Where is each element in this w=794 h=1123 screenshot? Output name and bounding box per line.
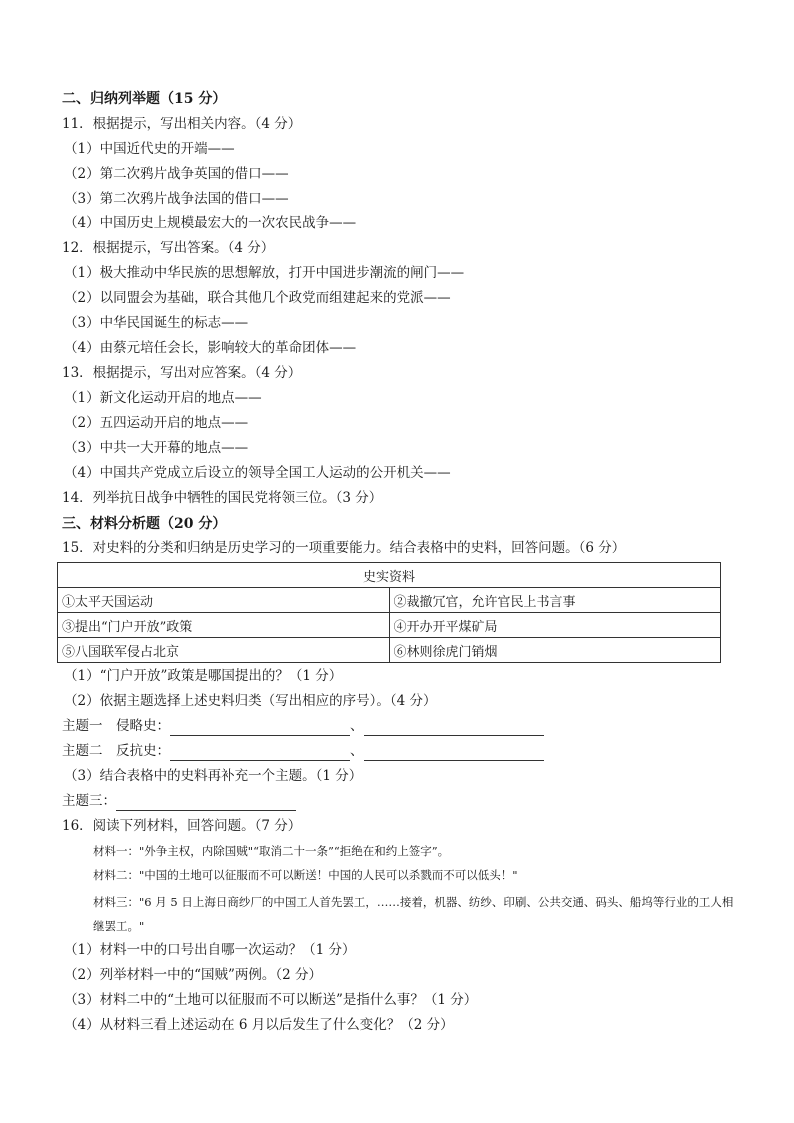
- q11-item-1: （1）中国近代史的开端——: [64, 141, 235, 157]
- q13-item-4: （4）中国共产党成立后设立的领导全国工人运动的公开机关——: [64, 465, 451, 481]
- historical-facts-table: [57, 562, 721, 663]
- q13-item-1: （1）新文化运动开启的地点——: [64, 390, 262, 406]
- q16-sub-3: （3）材料二中的“土地可以征服而不可以断送”是指什么事？（1 分）: [64, 992, 478, 1008]
- theme2-blank-1[interactable]: [170, 746, 350, 761]
- q11-item-3: （3）第二次鸦片战争法国的借口——: [64, 191, 289, 207]
- q12-item-4: （4）由蔡元培任会长，影响较大的革命团体——: [64, 340, 357, 356]
- theme1-blank-1[interactable]: [170, 721, 350, 736]
- q15-sub-1: （1）“门户开放”政策是哪国提出的？（1 分）: [64, 668, 343, 684]
- material-2: 材料二："中国的土地可以征服而不可以断送！中国的人民可以杀戮而不可以低头！": [93, 868, 518, 882]
- q12-stem: 12．根据提示，写出答案。（4 分）: [62, 240, 275, 256]
- table-cell: ④开办开平煤矿局: [389, 613, 721, 638]
- theme1-label: 主题一 侵略史：: [62, 718, 170, 734]
- theme2-label: 主题二 反抗史：: [62, 743, 170, 759]
- theme3-line: [62, 791, 296, 811]
- material-1: 材料一："外争主权，内除国贼"“取消二十一条”“拒绝在和约上签字”。: [93, 844, 450, 858]
- theme3-blank[interactable]: [116, 796, 296, 811]
- q15-sub-2: （2）依据主题选择上述史料归类（写出相应的序号）。（4 分）: [64, 693, 437, 709]
- q12-item-3: （3）中华民国诞生的标志——: [64, 315, 249, 331]
- table-row: [58, 638, 721, 663]
- q12-item-2: （2）以同盟会为基础，联合其他几个政党而组建起来的党派——: [64, 290, 451, 306]
- table-cell: ⑤八国联军侵占北京: [58, 638, 390, 663]
- table-cell: ⑥林则徐虎门销烟: [389, 638, 721, 663]
- table-cell: ③提出“门户开放”政策: [58, 613, 390, 638]
- table-cell: ①太平天国运动: [58, 588, 390, 613]
- q13-item-3: （3）中共一大开幕的地点——: [64, 440, 249, 456]
- q13-item-2: （2）五四运动开启的地点——: [64, 415, 249, 431]
- table-cell: ②裁撤冗官，允许官民上书言事: [389, 588, 721, 613]
- theme1-line: [62, 716, 544, 736]
- table-row: [58, 588, 721, 613]
- q11-item-2: （2）第二次鸦片战争英国的借口——: [64, 166, 289, 182]
- theme3-label: 主题三：: [62, 793, 116, 809]
- q15-sub-3: （3）结合表格中的史料再补充一个主题。（1 分）: [64, 768, 363, 784]
- q15-stem: 15．对史料的分类和归纳是历史学习的一项重要能力。结合表格中的史料，回答问题。（6 分）: [62, 540, 626, 556]
- section2-title: 二、归纳列举题（15 分）: [62, 91, 227, 107]
- theme2-blank-2[interactable]: [364, 746, 544, 761]
- theme1-blank-2[interactable]: [364, 721, 544, 736]
- q12-item-1: （1）极大推动中华民族的思想解放，打开中国进步潮流的闸门——: [64, 265, 465, 281]
- material-3: 材料三："6 月 5 日上海日商纱厂的中国工人首先罢工，……接着，机器、纺纱、印刷、公共交通、码头、船坞等行业的工人相继罢工。": [93, 895, 734, 933]
- section3-title: 三、材料分析题（20 分）: [62, 516, 227, 532]
- q16-sub-4: （4）从材料三看上述运动在 6 月以后发生了什么变化？（2 分）: [64, 1017, 454, 1033]
- table-header: 史实资料: [58, 563, 721, 588]
- theme2-separator: 、: [350, 743, 364, 759]
- q14-stem: 14．列举抗日战争中牺牲的国民党将领三位。（3 分）: [62, 490, 383, 506]
- q16-stem: 16．阅读下列材料，回答问题。（7 分）: [62, 818, 302, 834]
- q11-stem: 11．根据提示，写出相关内容。（4 分）: [62, 116, 302, 132]
- table-header-row: [58, 563, 721, 588]
- q13-stem: 13．根据提示，写出对应答案。（4 分）: [62, 365, 302, 381]
- q16-sub-1: （1）材料一中的口号出自哪一次运动？（1 分）: [64, 942, 356, 958]
- theme1-separator: 、: [350, 718, 364, 734]
- table-row: [58, 613, 721, 638]
- q16-sub-2: （2）列举材料一中的“国贼”两例。（2 分）: [64, 967, 323, 983]
- theme2-line: [62, 741, 544, 761]
- q11-item-4: （4）中国历史上规模最宏大的一次农民战争——: [64, 215, 357, 231]
